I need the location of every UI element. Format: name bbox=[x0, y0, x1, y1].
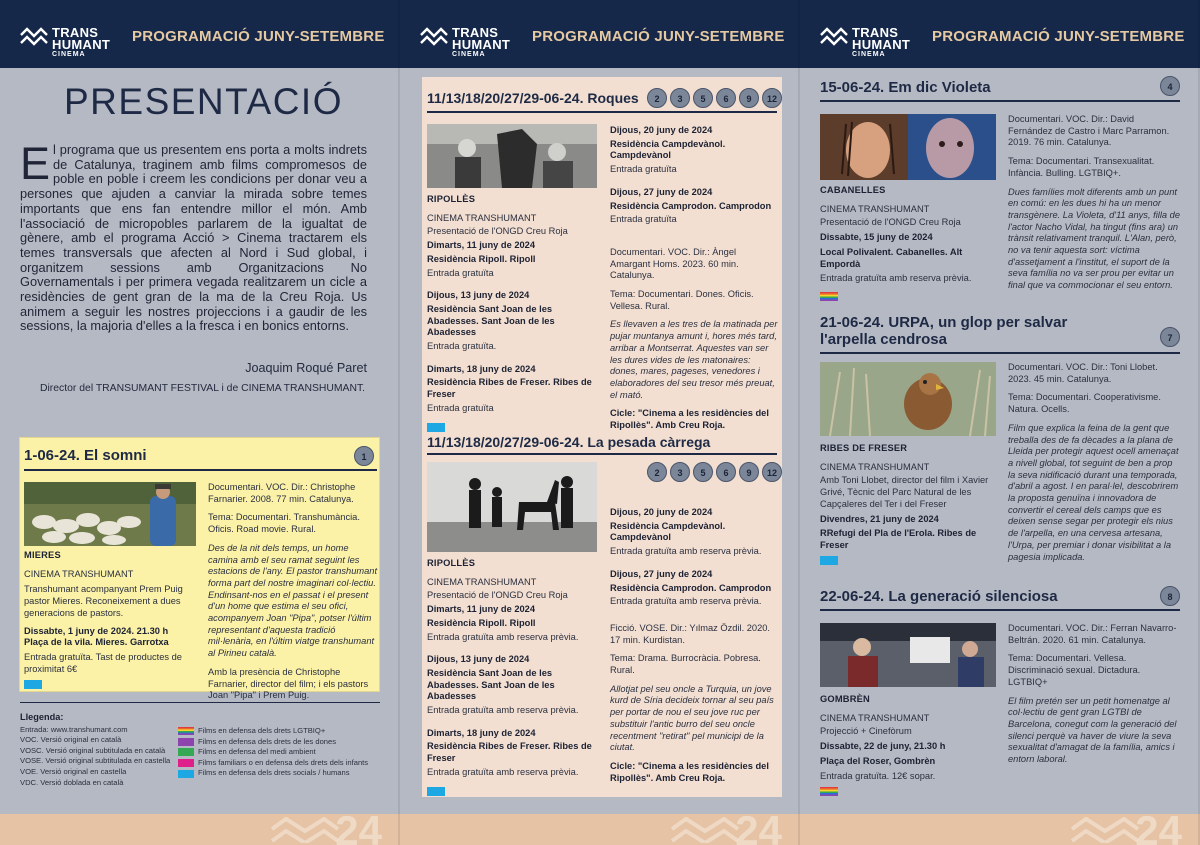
divider bbox=[820, 609, 1180, 611]
event-item bbox=[427, 654, 599, 717]
film-cycle: Cicle: "Cinema a les residències del Ripollès". Amb Creu Roja. bbox=[610, 408, 769, 431]
legend bbox=[20, 704, 380, 788]
event-item bbox=[427, 364, 599, 415]
logo-text-2: HUMANT bbox=[52, 37, 111, 52]
event-entry: Entrada gratuïta bbox=[610, 214, 677, 225]
place-name: RIBES DE FRESER bbox=[820, 443, 908, 453]
logo bbox=[20, 24, 120, 60]
card-right-text-pesada bbox=[610, 507, 778, 791]
event-item bbox=[610, 125, 778, 176]
footer-mark-icon bbox=[1070, 817, 1140, 843]
logo-mark-icon bbox=[420, 26, 448, 46]
film-synopsis: Allotjat pel seu oncle a Turquia, un jove kurd de Síria decideix tornar al seu país per portar de nou el seu jove ruc per substituir l'antic burro del seu oncle recentment "retirat" pel municipi de la ciutat. bbox=[610, 683, 774, 753]
legend-version: VOC. Versió original en català bbox=[20, 735, 122, 745]
family-tag-icon bbox=[178, 759, 194, 767]
film-still-image bbox=[820, 623, 996, 687]
organizer: Presentació de l'ONGD Creu Roja bbox=[820, 217, 961, 228]
event-item bbox=[610, 187, 778, 226]
number-badge: 2 bbox=[647, 462, 667, 482]
number-badge: 2 bbox=[647, 88, 667, 108]
card-right-text-urpa bbox=[1008, 362, 1180, 570]
header-title: PROGRAMACIÓ JUNY-SETEMBRE bbox=[932, 28, 1185, 45]
divider bbox=[427, 453, 777, 455]
event-entry: Entrada gratuïta. 12€ sopar. bbox=[820, 770, 936, 781]
divider bbox=[20, 702, 380, 703]
event-date: Dimarts, 11 juny de 2024 bbox=[427, 604, 536, 615]
number-badge: 5 bbox=[693, 462, 713, 482]
badge-group bbox=[1160, 586, 1180, 606]
event-entry: Entrada gratuïta amb reserva prèvia. bbox=[610, 596, 762, 607]
event-venue: Residència Sant Joan de les Abadesses. Sant Joan de les Abadesses bbox=[427, 303, 555, 338]
film-synopsis: Des de la nit dels temps, un home camina amb el seu ramat seguint les estacions de l'any. El pastor transhumant forma part del nostre imaginari col·lectiu. Endinsant-nos en el passat i el present d'un home que estima el seu ofici, acompanyem Joan "Pipa", potser l'últim representant d'aquesta tradició mil·lenària, en l'últim viatge transhumant al Pirineu català. bbox=[208, 542, 378, 659]
film-theme: Tema: Drama. Burrocràcia. Pobresa. Rural. bbox=[610, 653, 761, 676]
event-date: Dimarts, 18 juny de 2024 bbox=[427, 363, 536, 374]
place-name: RIPOLLÈS bbox=[427, 558, 476, 568]
program-name: CINEMA TRANSHUMANT bbox=[24, 568, 134, 579]
film-theme: Tema: Documentari. Transhumància. Oficis. Road movie. Rural. bbox=[208, 512, 360, 535]
lgtbi-tag-icon bbox=[178, 727, 194, 735]
event-venue: Residència Camprodon. Camprodon bbox=[610, 582, 772, 593]
badge-group bbox=[647, 462, 782, 482]
card-left-text-generacio bbox=[820, 694, 996, 798]
event-item bbox=[610, 507, 778, 558]
page-middle bbox=[400, 0, 800, 845]
film-info: Documentari. VOC. Dir.: Toni Llobet. 2023. 45 min. Catalunya. bbox=[1008, 362, 1158, 384]
legend-entry: Entrada: www.transhumant.com bbox=[20, 724, 128, 734]
footer-number: 24 bbox=[1135, 814, 1182, 845]
film-still-image bbox=[820, 362, 996, 436]
legend-version: VOE. Versió original en castella bbox=[20, 766, 127, 776]
number-badge: 4 bbox=[1160, 76, 1180, 96]
logo-text-2: HUMANT bbox=[852, 37, 911, 52]
organizer: Projecció + Cinefòrum bbox=[820, 726, 912, 737]
event-entry: Entrada gratuïta. bbox=[427, 341, 497, 352]
footer-number: 24 bbox=[735, 814, 782, 845]
footer-mark-icon bbox=[670, 817, 740, 843]
divider bbox=[820, 352, 1180, 354]
organizer: Amb Toni Llobet, director del film i Xavier Grivé, Tècnic del Parc Natural de les Capçaleres del Ter i del Freser bbox=[820, 475, 989, 509]
legend-color-label: Films en defensa del medi ambient bbox=[198, 747, 316, 757]
program-name: CINEMA TRANSHUMANT bbox=[820, 203, 930, 214]
event-venue: Residència Camprodon. Camprodon bbox=[610, 200, 772, 211]
page-footer bbox=[400, 814, 800, 845]
event-date: Dijous, 27 juny de 2024 bbox=[610, 186, 713, 197]
film-info: Documentari. VOC. Dir.: Ferran Navarro-Beltrán. 2020. 61 min. Catalunya. bbox=[1008, 623, 1177, 645]
page-right bbox=[800, 0, 1200, 845]
badge-group bbox=[354, 446, 374, 466]
event-entry: Entrada gratuïta amb reserva prèvia. bbox=[427, 631, 579, 642]
event-item bbox=[427, 728, 599, 779]
logo bbox=[420, 24, 520, 60]
legend-version: VOSC. Versió original subtitulada en català bbox=[20, 745, 166, 755]
film-synopsis: El film pretén ser un petit homenatge al col·lectiu de gent gran LGTBI de Barcelona, conegut com la generació del silenci perquè va haver de viure la seva sexualitat d'amagat de la família, amics i entorn laboral. bbox=[1008, 695, 1177, 765]
event-item bbox=[427, 240, 599, 279]
card-left-text-pesada bbox=[427, 558, 599, 797]
event-venue: Residència Ripoll. Ripoll bbox=[427, 253, 536, 264]
event-venue: Plaça del Roser, Gombrèn bbox=[820, 755, 936, 766]
card-title-urpa bbox=[820, 314, 1067, 348]
divider bbox=[427, 111, 777, 113]
card-title-pesada: 11/13/18/20/27/29-06-24. La pesada càrrega bbox=[427, 434, 711, 450]
card-title-generacio: 22-06-24. La generació silenciosa bbox=[820, 588, 1058, 605]
number-badge: 6 bbox=[716, 88, 736, 108]
badge-group bbox=[1160, 327, 1180, 347]
legend-color-label: Films en defensa dels drets de les dones bbox=[198, 736, 337, 746]
film-theme: Tema: Documentari. Dones. Oficis. Vellesa. Rural. bbox=[610, 289, 754, 311]
social-rights-tag-icon bbox=[820, 556, 838, 565]
number-badge: 3 bbox=[670, 88, 690, 108]
divider bbox=[820, 100, 1180, 102]
film-cycle: Cicle: "Cinema a les residències del Ripollès". Amb Creu Roja. bbox=[610, 760, 769, 783]
organizer: Presentació de l'ONGD Creu Roja bbox=[427, 590, 568, 601]
signature-role: Director del TRANSUMANT FESTIVAL i de CINEMA TRANSHUMANT. bbox=[40, 383, 366, 394]
legend-color-label: Films familiars o en defensa dels drets dels infants bbox=[198, 757, 369, 767]
event-venue: Residència Campdevànol. Campdevànol bbox=[610, 520, 726, 543]
place-name: MIERES bbox=[24, 550, 61, 560]
lgtbi-tag-icon bbox=[820, 787, 838, 796]
event-entry: Entrada gratuïta amb reserva prèvia. bbox=[820, 273, 972, 284]
divider bbox=[24, 469, 377, 471]
film-still-image bbox=[427, 124, 597, 188]
presentation-text: l programa que us presentem ens porta a molts indrets de Catalunya, traginem amb films compromesos de poble en poble i creem les condicions per donar veu a persones que ajuden a canviar la mirada sobre temes importants que ens fan entendre millor el món. Amb l'associació de micropobles parlarem de la igualtat de gènere, amb el programa Acció > Cinema tractarem els temes transversals que afecten al Nord i Sud global, i organitzem sessions amb Organitzacions No Governamentals i per primera vegada realitzarem un cicle a residències de gent gran de la ma de la Creu Roja. Us animem a seguir les nostres projeccions i a gaudir de les sessions, la majoria d'elles a la fresca i en bonics entorns. bbox=[20, 142, 367, 334]
page-left bbox=[0, 0, 400, 845]
event-date: Dissabte, 1 juny de 2024. 21.30 h bbox=[24, 625, 169, 636]
event-date: Divendres, 21 juny de 2024 bbox=[820, 513, 939, 524]
card-right-text-roques bbox=[610, 125, 778, 439]
footer-mark-icon bbox=[270, 817, 340, 843]
film-theme: Tema: Documentari. Transexualitat. Infància. Bulling. LGTBIQ+. bbox=[1008, 156, 1155, 178]
logo-text-3: CINEMA bbox=[52, 51, 86, 58]
event-item bbox=[610, 569, 778, 608]
legend-color-label: Films en defensa dels drets LGTBIQ+ bbox=[198, 726, 326, 735]
card-title-violeta: 15-06-24. Em dic Violeta bbox=[820, 79, 991, 96]
logo-mark-icon bbox=[820, 26, 848, 46]
film-still-image bbox=[820, 114, 996, 180]
badge-group bbox=[1160, 76, 1180, 96]
event-venue: Residència Ribes de Freser. Ribes de Freser bbox=[427, 741, 592, 764]
film-info: Documentari. VOC. Dir.: Àngel Amargant Homs. 2023. 60 min. Catalunya. bbox=[610, 246, 739, 281]
page-header bbox=[0, 0, 400, 68]
card-right-text-generacio bbox=[1008, 623, 1180, 773]
signature: Joaquim Roqué Paret bbox=[245, 361, 367, 375]
event-venue: Residència Campdevànol. Campdevànol bbox=[610, 138, 726, 161]
drop-cap: E bbox=[20, 138, 51, 189]
logo-text-3: CINEMA bbox=[852, 51, 886, 58]
card-title: 1-06-24. El somni bbox=[24, 447, 147, 464]
event-venue: Residència Sant Joan de les Abadesses. Sant Joan de les Abadesses bbox=[427, 667, 555, 702]
card-left-text-roques bbox=[427, 194, 599, 433]
card-right-text bbox=[208, 482, 378, 709]
film-extra: Amb la presència de Christophe Farnarier, director del film; i els pastors Joan "Pipa" i Prem Puig. bbox=[208, 666, 369, 701]
logo bbox=[820, 24, 920, 60]
card-left-text bbox=[24, 550, 196, 691]
event-entry: Entrada gratuïta amb reserva prèvia. bbox=[427, 705, 579, 716]
event-venue: RRefugi del Pla de l'Erola. Ribes de Freser bbox=[820, 528, 977, 550]
event-date: Dimarts, 18 juny de 2024 bbox=[427, 727, 536, 738]
page-header bbox=[800, 0, 1200, 68]
number-badge: 6 bbox=[716, 462, 736, 482]
page-footer bbox=[800, 814, 1200, 845]
event-entry: Entrada gratuïta bbox=[610, 164, 677, 175]
footer-number: 24 bbox=[335, 814, 382, 845]
film-info: Documentari. VOC. Dir.: David Fernández de Castro i Marc Parramon. 2019. 76 min. Catalunya. bbox=[1008, 114, 1170, 148]
event-item bbox=[427, 290, 599, 353]
event-description: Transhumant acompanyant Prem Puig pastor Mieres. Reconeixement a dues generacions de pastors. bbox=[24, 584, 183, 618]
event-venue: Residència Ribes de Freser. Ribes de Freser bbox=[427, 377, 592, 400]
event-entry: Entrada gratuïta amb reserva prèvia. bbox=[610, 546, 762, 557]
social-rights-tag-icon bbox=[427, 787, 445, 796]
film-synopsis: Es llevaven a les tres de la matinada per pujar muntanya amunt i, hores més tard, arribar a Montserrat. Aquestes van ser les dures vides de les matonaires: dones, mares, pageses, venedores i elaboradores del seu tresor més preuat, el mató. bbox=[610, 319, 778, 400]
program-name: CINEMA TRANSHUMANT bbox=[427, 576, 537, 587]
logo-text-2: HUMANT bbox=[452, 37, 511, 52]
film-synopsis: Dues famílies molt diferents amb un punt en comú: en les dues hi ha un menor transgènere. La Violeta, d'11 anys, filla de l'actor Nacho Vidal, ha tingut (fins ara) un trànsit relativament tranquil. L'Alan, però, no va tenir aquesta sort: víctima d'assetjament a l'institut, el suport de la seva família no va ser prou per evitar un final que va commocionar el seu entorn. bbox=[1008, 186, 1180, 291]
logo-text-3: CINEMA bbox=[452, 51, 486, 58]
social-rights-tag-icon bbox=[427, 423, 445, 432]
header-title: PROGRAMACIÓ JUNY-SETEMBRE bbox=[132, 28, 385, 45]
event-item bbox=[427, 604, 599, 643]
lgtbi-tag-icon bbox=[820, 292, 838, 301]
legend-version: VOSE. Versió original subtitulada en castella bbox=[20, 756, 171, 766]
page-footer bbox=[0, 814, 400, 845]
logo-mark-icon bbox=[20, 26, 48, 46]
event-entry: Entrada gratuïta amb reserva prèvia. bbox=[427, 766, 579, 777]
header-title: PROGRAMACIÓ JUNY-SETEMBRE bbox=[532, 28, 785, 45]
organizer: Presentació de l'ONGD Creu Roja bbox=[427, 226, 568, 237]
film-info: Documentari. VOC. Dir.: Christophe Farnarier. 2008. 77 min. Catalunya. bbox=[208, 482, 356, 504]
card-left-text-violeta bbox=[820, 185, 996, 303]
film-theme: Tema: Documentari. Vellesa. Discriminació sexual. Dictadura. LGTBIQ+ bbox=[1008, 653, 1141, 687]
event-entry: Entrada gratuïta. Tast de productes de proximitat 6€ bbox=[24, 651, 182, 674]
program-name: CINEMA TRANSHUMANT bbox=[427, 212, 537, 223]
event-entry: Entrada gratuïta bbox=[427, 402, 494, 413]
event-date: Dimarts, 11 juny de 2024 bbox=[427, 240, 536, 251]
event-date: Dissabte, 15 juny de 2024 bbox=[820, 232, 933, 243]
logo-text-1: TRANS bbox=[852, 25, 899, 40]
social-tag-icon bbox=[178, 770, 194, 778]
number-badge: 9 bbox=[739, 462, 759, 482]
film-still-image bbox=[24, 482, 196, 546]
badge-group bbox=[647, 88, 782, 108]
event-date: Dijous, 13 juny de 2024 bbox=[427, 290, 530, 301]
legend-colors bbox=[178, 726, 368, 779]
logo-text-1: TRANS bbox=[452, 25, 499, 40]
social-rights-tag-icon bbox=[24, 680, 42, 689]
women-tag-icon bbox=[178, 738, 194, 746]
number-badge: 5 bbox=[693, 88, 713, 108]
place-name: CABANELLES bbox=[820, 185, 886, 195]
environment-tag-icon bbox=[178, 748, 194, 756]
legend-version: VDC. Versió doblada en català bbox=[20, 777, 124, 787]
event-date: Dissabte, 22 de juny, 21.30 h bbox=[820, 741, 946, 752]
place-name: RIPOLLÈS bbox=[427, 194, 476, 204]
card-right-text-violeta bbox=[1008, 114, 1180, 299]
number-badge: 3 bbox=[670, 462, 690, 482]
event-date: Dijous, 27 juny de 2024 bbox=[610, 568, 713, 579]
event-date: Dijous, 20 juny de 2024 bbox=[610, 125, 713, 135]
event-card-el-somni bbox=[19, 437, 380, 701]
event-entry: Entrada gratuïta bbox=[427, 267, 494, 278]
film-theme: Tema: Documentari. Cooperativisme. Natura. Ocells. bbox=[1008, 392, 1161, 415]
page-header bbox=[400, 0, 800, 68]
legend-title: Llegenda: bbox=[20, 712, 64, 722]
film-info: Ficció. VOSE. Dir.: Yılmaz Özdil. 2020. 17 min. Kurdistan. bbox=[610, 622, 770, 645]
card-title-line: l'arpella cendrosa bbox=[820, 331, 947, 348]
event-venue: Residència Ripoll. Ripoll bbox=[427, 617, 536, 628]
presentation-body bbox=[20, 138, 367, 334]
event-venue: Plaça de la vila. Mieres. Garrotxa bbox=[24, 637, 169, 648]
film-synopsis: Film que explica la feina de la gent que treballa des de fa dècades a la plana de Lleida per protegir aquest ocell amenaçat a nivell global, tot seguint de ben a prop la seva nidificació durant una temporada, d'abril a agost. I en paral·lel, descobrirem la proposta genuïna i innovadora de convertir el cereal dels camps que es deixen sense segar per protegir els nius de l'arpella, en una cervesa artesana, l'Urpa, per premiar i donar visibilitat a la pagesia implicada. bbox=[1008, 422, 1179, 562]
number-badge: 7 bbox=[1160, 327, 1180, 347]
event-date: Dijous, 13 juny de 2024 bbox=[427, 654, 530, 665]
number-badge: 12 bbox=[762, 88, 782, 108]
place-name: GOMBRÈN bbox=[820, 694, 870, 704]
program-name: CINEMA TRANSHUMANT bbox=[820, 712, 930, 723]
number-badge: 1 bbox=[354, 446, 374, 466]
number-badge: 8 bbox=[1160, 586, 1180, 606]
logo-text-1: TRANS bbox=[52, 25, 99, 40]
program-name: CINEMA TRANSHUMANT bbox=[820, 461, 930, 472]
card-title-roques: 11/13/18/20/27/29-06-24. Roques bbox=[427, 90, 639, 106]
film-still-image bbox=[427, 462, 597, 552]
presentation-title: PRESENTACIÓ bbox=[64, 81, 343, 122]
number-badge: 12 bbox=[762, 462, 782, 482]
card-left-text-urpa bbox=[820, 443, 996, 566]
number-badge: 9 bbox=[739, 88, 759, 108]
event-date: Dijous, 20 juny de 2024 bbox=[610, 507, 713, 517]
card-title-line: 21-06-24. URPA, un glop per salvar bbox=[820, 314, 1068, 331]
event-venue: Local Polivalent. Cabanelles. Alt Empordà bbox=[820, 246, 963, 269]
legend-color-label: Films en defensa dels drets socials / humans bbox=[198, 768, 350, 778]
